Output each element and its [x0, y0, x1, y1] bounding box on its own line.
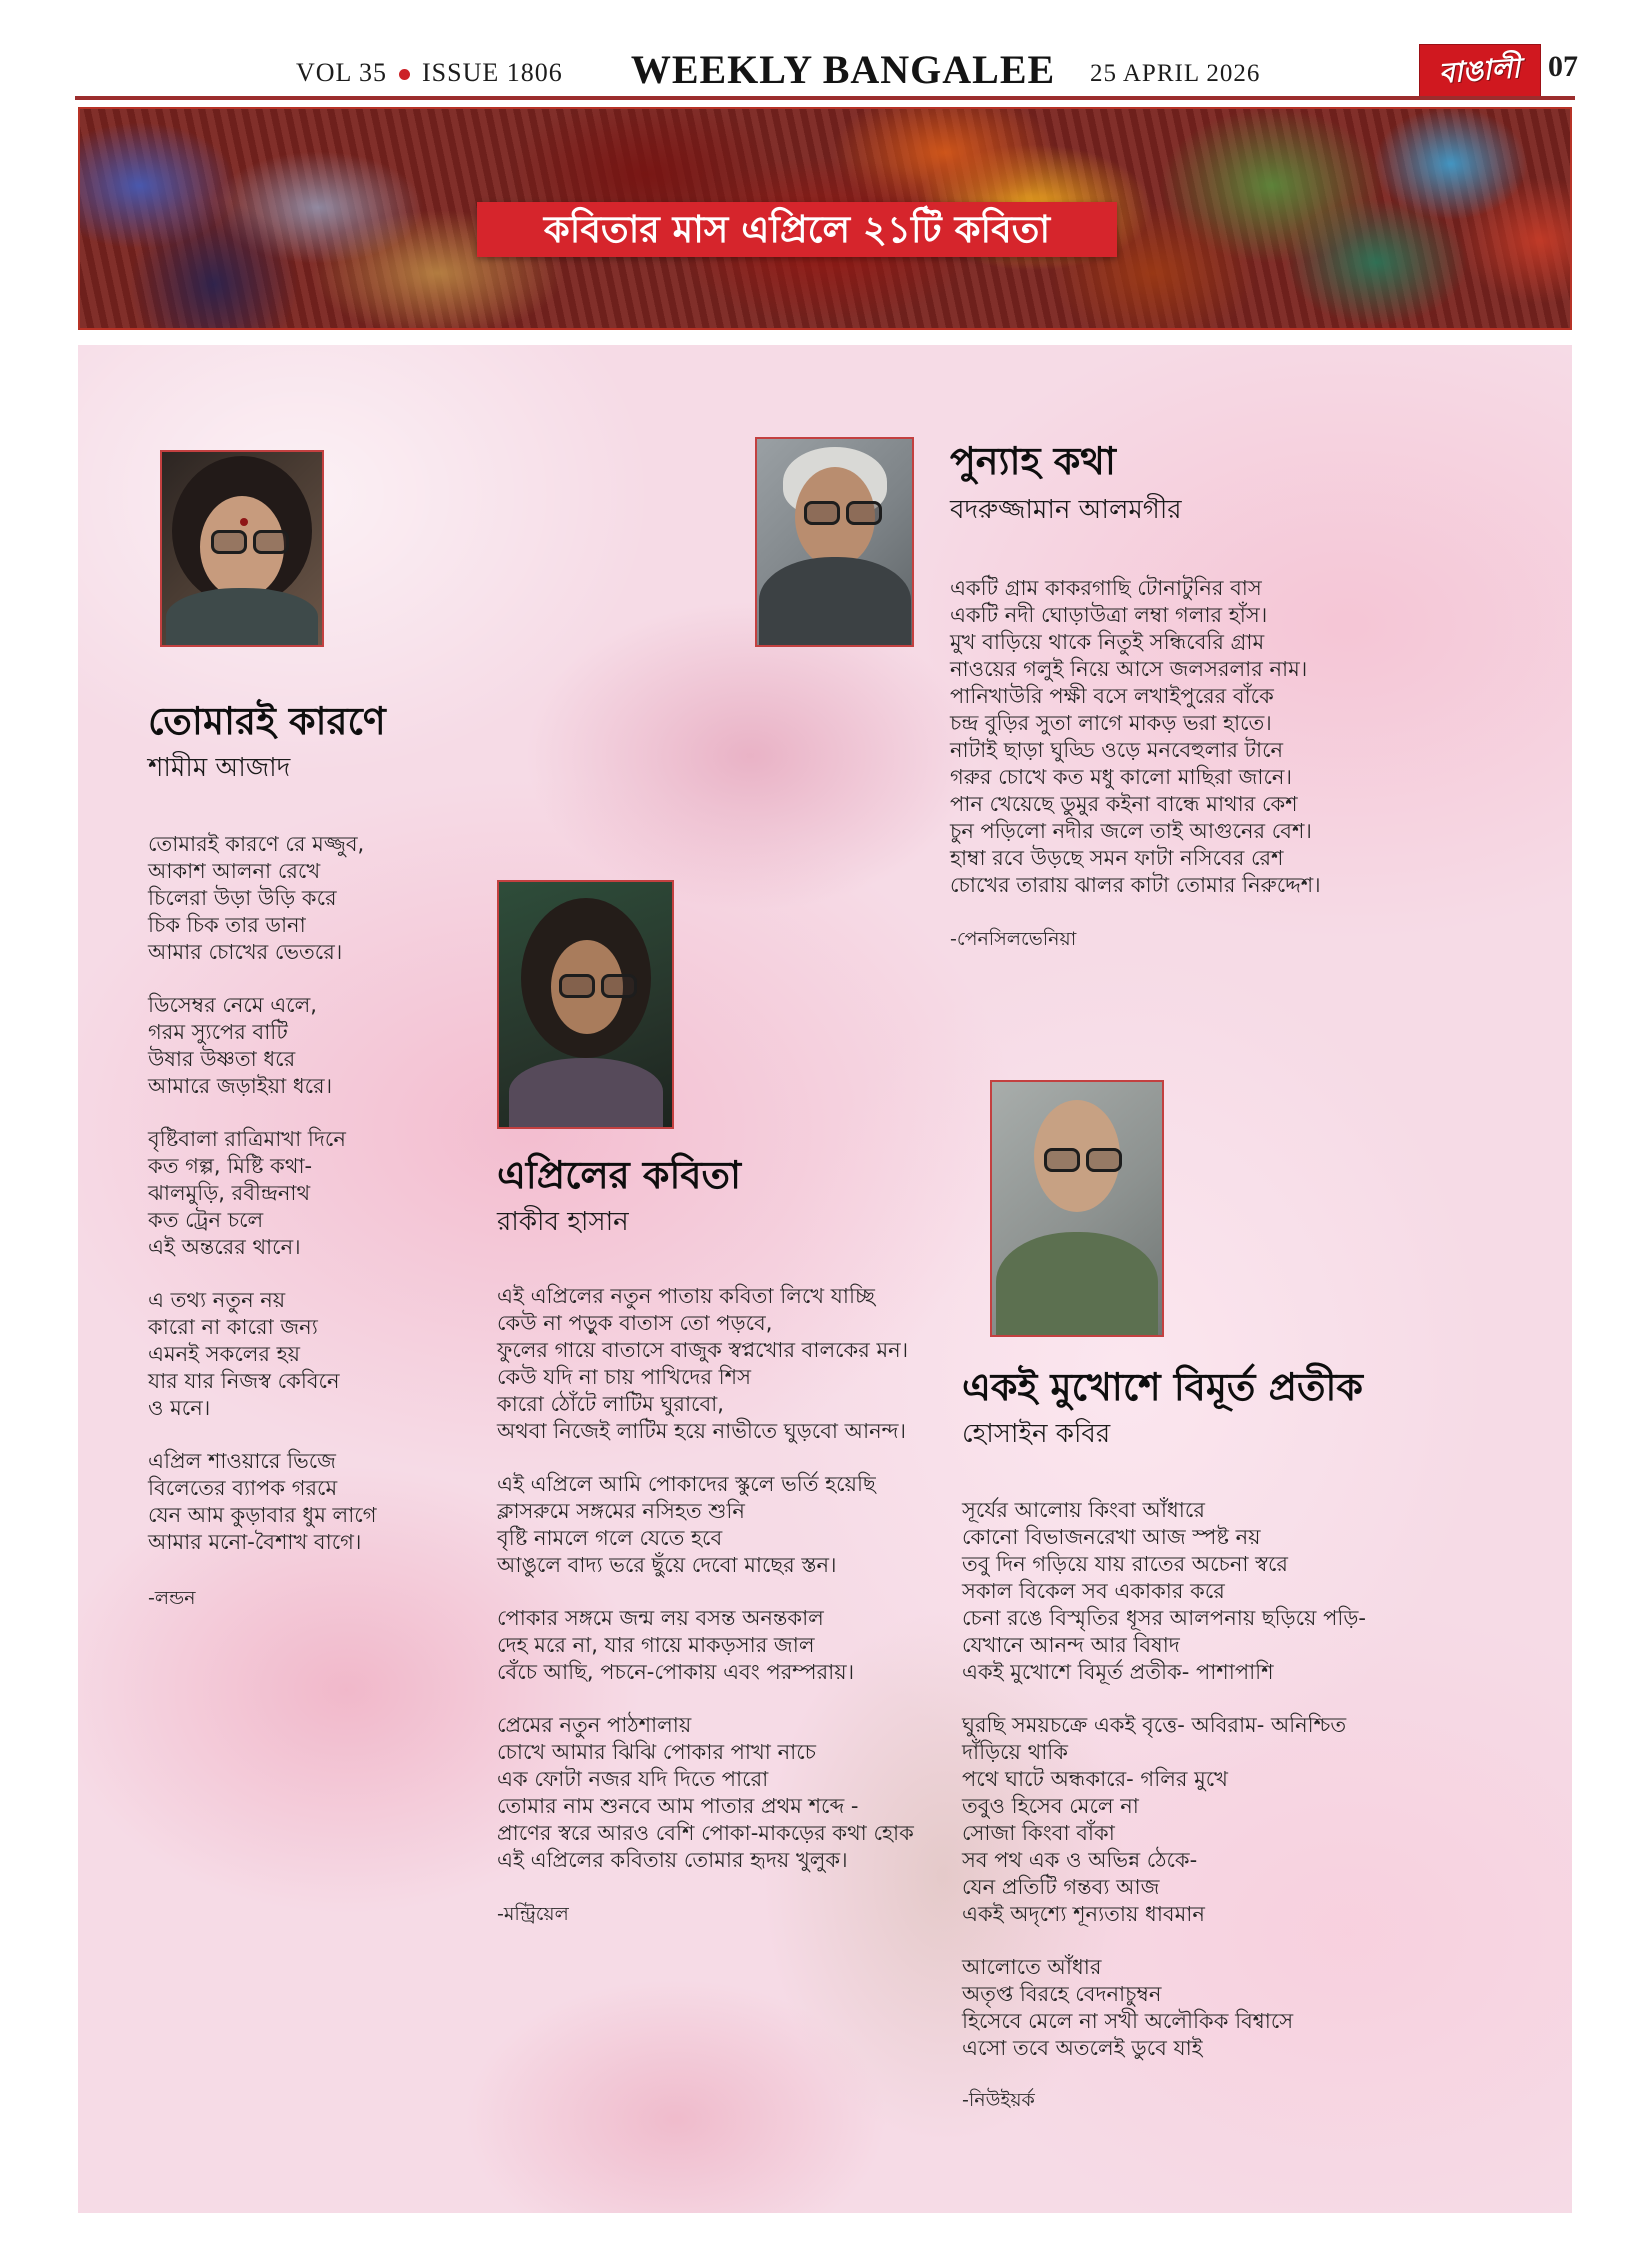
poem-line: চোখের তারায় ঝালর কাটা তোমার নিরুদ্দেশ।	[950, 873, 1321, 897]
poem-line: পথে ঘাটে অন্ধকারে- গলির মুখে	[962, 1767, 1228, 1791]
poem-article-4	[962, 1080, 1442, 2118]
poem-line: ক্লাসরুমে সঙ্গমের নসিহত শুনি	[497, 1499, 745, 1523]
torso-shape	[996, 1232, 1158, 1336]
poem-author: বদরুজ্জামান আলমগীর	[950, 495, 1182, 525]
poem-line: সকাল বিকেল সব একাকার করে	[962, 1579, 1225, 1603]
masthead-title: WEEKLY BANGALEE	[630, 47, 1056, 92]
poet-photo	[497, 880, 674, 1129]
poem-line: চোখে আমার ঝিঝি পোকার পাখা নাচে	[497, 1740, 816, 1764]
volume-issue	[296, 58, 563, 88]
poem-line: এ তথ্য নতুন নয়	[148, 1288, 286, 1312]
poem-body	[148, 831, 488, 1556]
poem-line: কোনো বিভাজনরেখা আজ স্পষ্ট নয়	[962, 1525, 1261, 1549]
glasses-icon	[804, 501, 882, 525]
poem-title: এপ্রিলের কবিতা	[497, 1153, 741, 1197]
poem-line: তোমার নাম শুনবে আম পাতার প্রথম শব্দে -	[497, 1794, 859, 1818]
poem-line: চুন পড়িলো নদীর জলে তাই আগুনের বেশ।	[950, 819, 1312, 843]
poem-line: চন্দ্র বুড়ির সুতা লাগে মাকড় ভরা হাতে।	[950, 711, 1272, 735]
poem-line: আকাশ আলনা রেখে	[148, 859, 321, 883]
poem-title: তোমারই কারণে	[148, 699, 386, 743]
poem-body	[950, 575, 1321, 899]
poem-article-1	[148, 450, 488, 1616]
logo-text: বাঙালী	[1438, 50, 1522, 90]
glasses-icon	[559, 974, 637, 998]
poetry-section	[78, 345, 1572, 2213]
poem-stanza	[148, 1287, 488, 1422]
poem-line: একটি নদী ঘোড়াউত্রা লম্বা গলার হাঁস।	[950, 603, 1268, 627]
poem-signoff: -লন্ডন	[148, 1587, 196, 1609]
header-divider	[75, 96, 1575, 100]
poem-line: হিসেবে মেলে না সখী অলৌকিক বিশ্বাসে	[962, 2009, 1294, 2033]
poem-line: এই এপ্রিলের কবিতায় তোমার হৃদয় খুলুক।	[497, 1848, 848, 1872]
poem-line: যার যার নিজস্ব কেবিনে	[148, 1369, 340, 1393]
torso-shape	[166, 588, 318, 647]
poem-line: মুখ বাড়িয়ে থাকে নিতুই সন্ধিবেরি গ্রাম	[950, 630, 1265, 654]
poet-photo	[160, 450, 324, 647]
poem-line: এপ্রিল শাওয়ারে ভিজে	[148, 1449, 336, 1473]
poem-line: গরম স্যুপের বাটি	[148, 1020, 288, 1044]
issue-label: ISSUE 1806	[421, 58, 563, 87]
poem-signoff: -মন্ট্রিয়েল	[497, 1903, 569, 1925]
poem-line: বৃষ্টিবালা রাত্রিমাখা দিনে	[148, 1127, 346, 1151]
poem-stanza	[148, 831, 488, 966]
poet-photo	[755, 437, 914, 647]
poem-stanza	[962, 1497, 1442, 1686]
poem-line: ঘুরছি সময়চক্রে একই বৃত্তে- অবিরাম- অনিশ্চিত	[962, 1713, 1347, 1737]
poem-line: একই অদৃশ্যে শূন্যতায় ধাবমান	[962, 1902, 1205, 1926]
poem-stanza	[962, 1954, 1442, 2062]
poem-title: একই মুখোশে বিমূর্ত প্রতীক	[962, 1365, 1364, 1409]
volume-label: VOL 35	[296, 58, 387, 87]
poem-line: তবু দিন গড়িয়ে যায় রাতের অচেনা স্বরে	[962, 1552, 1288, 1576]
poem-line: কত ট্রেন চলে	[148, 1208, 264, 1232]
poem-stanza	[148, 1126, 488, 1261]
poem-line: এই অন্তরের থানে।	[148, 1235, 301, 1259]
poem-line: যেন প্রতিটি গন্তব্য আজ	[962, 1875, 1160, 1899]
poem-line: তবুও হিসেব মেলে না	[962, 1794, 1139, 1818]
poem-line: দাঁড়িয়ে থাকি	[962, 1740, 1068, 1764]
poem-line: পানিখাউরি পক্ষী বসে লখাইপুরের বাঁকে	[950, 684, 1274, 708]
poem-text-block	[950, 437, 1321, 957]
glasses-icon	[1044, 1148, 1122, 1172]
poem-line: পোকার সঙ্গমে জন্ম লয় বসন্ত অনন্তকাল	[497, 1606, 824, 1630]
poem-line: এই এপ্রিলের নতুন পাতায় কবিতা লিখে যাচ্ছি	[497, 1284, 875, 1308]
poem-line: কারো না কারো জন্য	[148, 1315, 318, 1339]
poem-line: নাওয়ের গলুই নিয়ে আসে জলসরলার নাম।	[950, 657, 1308, 681]
poem-title: পুন্যাহ কথা	[950, 439, 1116, 483]
poem-line: দেহ মরে না, যার গায়ে মাকড়সার জাল	[497, 1633, 815, 1657]
poem-line: এই এপ্রিলে আমি পোকাদের স্কুলে ভর্তি হয়েছি	[497, 1472, 876, 1496]
poem-line: ঝালমুড়ি, রবীন্দ্রনাথ	[148, 1181, 311, 1205]
poem-line: চেনা রঙে বিস্মৃতির ধূসর আলপনায় ছড়িয়ে পড়ি-	[962, 1606, 1366, 1630]
poem-line: অতৃপ্ত বিরহে বেদনাচুম্বন	[962, 1982, 1162, 2006]
poem-line: কত গল্প, মিষ্টি কথা-	[148, 1154, 313, 1178]
poem-line: হাম্বা রবে উড়ছে সমন ফাটা নসিবের রেশ	[950, 846, 1284, 870]
poem-line: কেউ না পড়ুক বাতাস তো পড়বে,	[497, 1311, 773, 1335]
poem-line: আলোতে আঁধার	[962, 1955, 1102, 1979]
poem-line: এক ফোটা নজর যদি দিতে পারো	[497, 1767, 769, 1791]
torso-shape	[509, 1058, 663, 1128]
poem-article-3	[497, 880, 927, 1932]
poem-stanza	[148, 1448, 488, 1556]
poem-line: কারো ঠোঁটে লাটিম ঘুরাবো,	[497, 1392, 724, 1416]
poet-photo	[990, 1080, 1164, 1337]
poem-line: আমার চোখের ভেতরে।	[148, 940, 343, 964]
poem-line: সব পথ এক ও অভিন্ন ঠেকে-	[962, 1848, 1198, 1872]
poem-line: প্রাণের স্বরে আরও বেশি পোকা-মাকড়ের কথা হোক	[497, 1821, 914, 1845]
poem-stanza	[497, 1471, 927, 1579]
poem-signoff: -নিউইয়র্ক	[962, 2089, 1035, 2111]
poem-line: তোমারই কারণে রে মজ্জুব,	[148, 832, 365, 856]
poem-line: সূর্যের আলোয় কিংবা আঁধারে	[962, 1498, 1205, 1522]
poem-line: যেন আম কুড়াবার ধুম লাগে	[148, 1503, 377, 1527]
poem-line: চিক চিক তার ডানা	[148, 913, 306, 937]
poem-line: বৃষ্টি নামলে গলে যেতে হবে	[497, 1526, 723, 1550]
bullet-separator-icon	[399, 69, 410, 80]
poem-line: অথবা নিজেই লাটিম হয়ে নাভীতে ঘুড়বো আনন্দ।	[497, 1419, 907, 1443]
poem-line: কেউ যদি না চায় পাখিদের শিস	[497, 1365, 751, 1389]
poem-stanza	[497, 1283, 927, 1445]
poem-line: ও মনে।	[148, 1396, 211, 1420]
poem-body	[962, 1497, 1442, 2062]
poem-author: শামীম আজাদ	[148, 753, 291, 783]
poem-line: চিলেরা উড়া উড়ি করে	[148, 886, 337, 910]
bangalee-logo[interactable]	[1419, 44, 1541, 100]
poem-line: উষার উষ্ণতা ধরে	[148, 1047, 296, 1071]
poem-line: আঙুলে বাদ্য ভরে ছুঁয়ে দেবো মাছের স্তন।	[497, 1553, 837, 1577]
glasses-icon	[211, 530, 289, 554]
bindi-dot	[240, 518, 248, 526]
poem-line: ডিসেম্বর নেমে এলে,	[148, 993, 317, 1017]
poem-line: এসো তবে অতলেই ডুবে যাই	[962, 2036, 1203, 2060]
torso-shape	[759, 557, 911, 647]
poem-author: হোসাইন কবির	[962, 1419, 1111, 1449]
issue-date: 25 APRIL 2026	[1090, 60, 1261, 87]
poem-signoff: -পেনসিলভেনিয়া	[950, 928, 1077, 950]
poem-line: নাটাই ছাড়া ঘুড্ডি ওড়ে মনবেহুলার টানে	[950, 738, 1284, 762]
poem-stanza	[497, 1605, 927, 1686]
poem-line: সোজা কিংবা বাঁকা	[962, 1821, 1115, 1845]
poem-line: বিলেতের ব্যাপক গরমে	[148, 1476, 338, 1500]
poem-line: আমার মনো-বৈশাখ বাগে।	[148, 1530, 362, 1554]
poem-line: পান খেয়েছে ডুমুর কইনা বান্ধে মাথার কেশ	[950, 792, 1298, 816]
section-title: কবিতার মাস এপ্রিলে ২১টি কবিতা	[477, 202, 1117, 257]
poem-line: প্রেমের নতুন পাঠশালায়	[497, 1713, 692, 1737]
poem-line: আমারে জড়াইয়া ধরে।	[148, 1074, 333, 1098]
poem-line: এমনই সকলের হয়	[148, 1342, 301, 1366]
poem-stanza	[497, 1712, 927, 1874]
poem-line: যেখানে আনন্দ আর বিষাদ	[962, 1633, 1180, 1657]
poem-line: একটি গ্রাম কাকরগাছি টোনাটুনির বাস	[950, 576, 1262, 600]
poem-author: রাকীব হাসান	[497, 1207, 629, 1237]
banner-artwork	[78, 107, 1572, 330]
poem-line: একই মুখোশে বিমূর্ত প্রতীক- পাশাপাশি	[962, 1660, 1274, 1684]
page-number: 07	[1548, 50, 1578, 83]
poem-stanza	[950, 575, 1321, 899]
poem-line: বেঁচে আছি, পচনে-পোকায় এবং পরম্পরায়।	[497, 1660, 855, 1684]
poem-body	[497, 1283, 927, 1874]
poem-stanza	[148, 992, 488, 1100]
poem-line: ফুলের গায়ে বাতাসে বাজুক স্বপ্নখোর বালকের মন।	[497, 1338, 909, 1362]
poem-stanza	[962, 1712, 1442, 1928]
poem-line: গরুর চোখে কত মধু কালো মাছিরা জানে।	[950, 765, 1292, 789]
